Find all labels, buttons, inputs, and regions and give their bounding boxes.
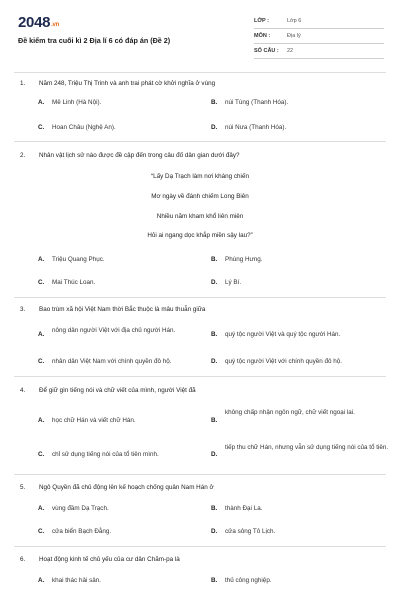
question-number: 5. xyxy=(20,484,26,491)
question-number: 4. xyxy=(20,387,26,394)
option-4c[interactable] xyxy=(38,450,208,459)
option-text: Mai Thúc Loan. xyxy=(52,279,96,286)
meta-value: Địa lý xyxy=(287,33,301,39)
option-letter: B. xyxy=(211,99,218,106)
poem-line: Mơ ngày về đánh chiếm Long Biên xyxy=(151,193,249,200)
option-letter: A. xyxy=(38,505,45,512)
option-1d[interactable] xyxy=(211,123,381,132)
poem-line: “Lấy Dạ Trạch làm nơi kháng chiến xyxy=(151,173,249,180)
option-letter: A. xyxy=(38,577,45,584)
option-text: Hoan Châu (Nghệ An). xyxy=(52,124,116,131)
poem-line: Nhiều năm kham khổ liên miên xyxy=(156,213,244,220)
option-text: cửa sông Tô Lịch. xyxy=(225,528,276,535)
question-text: Bao trùm xã hội Việt Nam thời Bắc thuộc là mâu thuẫn giữa xyxy=(39,306,206,313)
option-4d[interactable] xyxy=(211,443,389,459)
option-letter: C. xyxy=(38,124,45,131)
option-3d[interactable] xyxy=(211,357,393,366)
question-stem-3 xyxy=(20,306,205,313)
option-text: núi Nưa (Thanh Hóa). xyxy=(225,124,287,131)
meta-label: MÔN : xyxy=(254,33,271,39)
divider xyxy=(14,72,386,73)
option-letter: C. xyxy=(38,279,45,286)
option-letter: B. xyxy=(211,417,218,424)
option-1b[interactable] xyxy=(211,98,381,107)
meta-value: Lớp 6 xyxy=(287,18,302,24)
option-1a[interactable] xyxy=(38,98,198,107)
option-2b[interactable] xyxy=(211,255,381,264)
option-6b[interactable] xyxy=(211,576,381,585)
site-logo[interactable] xyxy=(18,14,59,31)
question-stem-4 xyxy=(20,387,196,394)
document-title: Đề kiểm tra cuối kì 2 Địa lí 6 có đáp án (Đề 2) xyxy=(18,36,171,45)
option-text: thành Đại La. xyxy=(225,505,263,512)
option-text: Lý Bí. xyxy=(225,279,242,286)
option-1c[interactable] xyxy=(38,123,198,132)
option-letter: A. xyxy=(38,331,45,338)
option-3b[interactable] xyxy=(211,330,389,339)
question-text: Nhân vật lịch sử nào được đề cập đến trong câu đố dân gian dưới đây? xyxy=(39,152,240,159)
document-meta-box xyxy=(254,14,384,59)
option-text: học chữ Hán và viết chữ Hán. xyxy=(52,417,136,424)
meta-row-question-count xyxy=(254,44,384,59)
option-text: nhân dân Việt Nam với chính quyền đô hộ. xyxy=(52,358,172,365)
option-5a[interactable] xyxy=(38,504,198,513)
question-stem-5 xyxy=(20,484,214,491)
divider xyxy=(14,376,386,377)
page-header xyxy=(18,14,384,60)
option-letter: C. xyxy=(38,451,45,458)
question-number: 1. xyxy=(20,80,26,87)
logo-suffix: .vn xyxy=(51,22,59,28)
option-5c[interactable] xyxy=(38,527,198,536)
option-letter: A. xyxy=(38,256,45,263)
option-letter: D. xyxy=(211,124,218,131)
option-4b[interactable] xyxy=(211,408,389,425)
question-number: 3. xyxy=(20,306,26,313)
option-text: Phùng Hưng. xyxy=(225,256,263,263)
option-letter: B. xyxy=(211,331,218,338)
option-letter: B. xyxy=(211,256,218,263)
option-text: cửa biển Bạch Đằng. xyxy=(52,528,112,535)
divider xyxy=(14,141,386,142)
meta-row-subject xyxy=(254,29,384,44)
option-letter: C. xyxy=(38,528,45,535)
divider xyxy=(14,546,386,547)
option-letter: B. xyxy=(211,577,218,584)
option-3c[interactable] xyxy=(38,357,208,366)
option-text: chỉ sử dụng tiếng nói của tổ tiên mình. xyxy=(52,451,159,458)
option-text: quý tộc người Việt với chính quyền đô hộ. xyxy=(225,358,343,365)
meta-label: LỚP : xyxy=(254,18,269,24)
question-text: Để giữ gìn tiếng nói và chữ viết của mình, người Việt đã xyxy=(39,387,196,394)
option-text: Triệu Quang Phục. xyxy=(52,256,105,263)
divider xyxy=(14,297,386,298)
question-stem-2 xyxy=(20,152,240,159)
divider xyxy=(14,474,386,475)
meta-value: 22 xyxy=(287,48,294,54)
meta-row-class xyxy=(254,14,384,29)
option-letter: D. xyxy=(211,528,218,535)
poem-line: Hỏi ai ngang dọc khắp miền sậy lau?” xyxy=(147,232,253,239)
question-text: Ngô Quyền đã chủ động lên kế hoạch chống quân Nam Hán ở xyxy=(39,484,214,491)
option-4a[interactable] xyxy=(38,416,203,425)
option-text: vùng đầm Dạ Trạch. xyxy=(52,505,109,512)
option-letter: A. xyxy=(38,99,45,106)
option-5d[interactable] xyxy=(211,527,381,536)
meta-label: SỐ CÂU : xyxy=(254,48,279,54)
option-letter: A. xyxy=(38,417,45,424)
option-letter: D. xyxy=(211,279,218,286)
option-text: nông dân người Việt với địa chủ người Hán. xyxy=(52,327,176,334)
option-text: khai thác hải sản. xyxy=(52,577,102,584)
option-2c[interactable] xyxy=(38,278,198,287)
option-text: tiếp thu chữ Hán, nhưng vẫn sử dụng tiếng nói của tổ tiên. xyxy=(225,444,389,451)
option-text: không chấp nhận ngôn ngữ, chữ viết ngoại lai. xyxy=(225,409,355,416)
logo-text: 2048 xyxy=(18,14,51,31)
question-stem-6 xyxy=(20,556,180,563)
option-5b[interactable] xyxy=(211,504,381,513)
question-number: 2. xyxy=(20,152,26,159)
option-text: thủ công nghiệp. xyxy=(225,577,272,584)
option-text: quý tộc người Việt và quý tộc người Hán. xyxy=(225,331,341,338)
option-2a[interactable] xyxy=(38,255,198,264)
question-number: 6. xyxy=(20,556,26,563)
option-6a[interactable] xyxy=(38,576,198,585)
question-text: Năm 248, Triệu Thị Trinh và anh trai phát cờ khởi nghĩa ở vùng xyxy=(39,80,216,87)
option-text: núi Tùng (Thanh Hóa). xyxy=(225,99,289,106)
option-2d[interactable] xyxy=(211,278,381,287)
question-text: Hoạt động kinh tế chủ yếu của cư dân Chăm-pa là xyxy=(39,556,180,563)
option-3a[interactable] xyxy=(38,326,198,339)
option-text: Mê Linh (Hà Nội). xyxy=(52,99,102,106)
question-stem-1 xyxy=(20,80,215,87)
option-letter: B. xyxy=(211,505,218,512)
option-letter: D. xyxy=(211,451,218,458)
option-letter: C. xyxy=(38,358,45,365)
option-letter: D. xyxy=(211,358,218,365)
